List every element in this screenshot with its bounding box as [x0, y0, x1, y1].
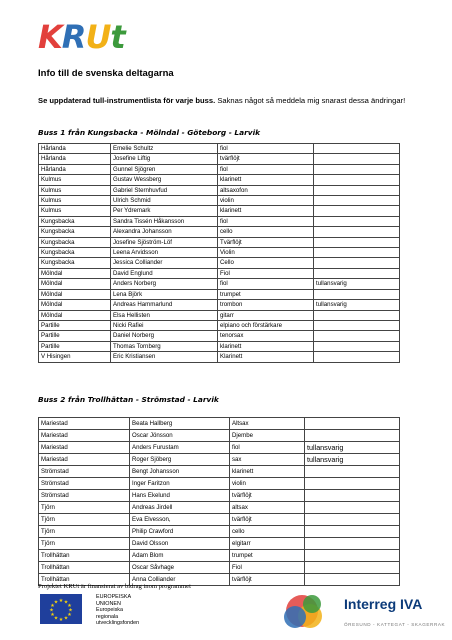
cell-name: Andreas Hammarlund: [111, 300, 218, 310]
cell-name: David Olsson: [130, 538, 230, 550]
cell-instrument: Fiol: [230, 562, 305, 574]
table-row: [39, 418, 400, 430]
cell-note: [314, 268, 400, 278]
cell-instrument: trumpet: [230, 550, 305, 562]
cell-note: [305, 514, 400, 526]
table-row: [39, 300, 400, 310]
cell-name: Eric Kristiansen: [111, 352, 218, 362]
cell-location: Tjörn: [39, 538, 130, 550]
svg-text:★: ★: [53, 599, 59, 606]
cell-location: Tjörn: [39, 502, 130, 514]
cell-note: [314, 331, 400, 341]
eu-line: EUROPEISKA: [96, 594, 132, 600]
cell-note: [314, 248, 400, 258]
svg-text:★: ★: [58, 617, 64, 623]
cell-name: Emelie Schultz: [111, 144, 218, 154]
cell-location: Kungsbacka: [39, 248, 111, 258]
bus1-title: Buss 1 från Kungsbacka - Mölndal - Göteborg - Larvik: [38, 128, 261, 137]
cell-location: Trollhättan: [39, 562, 130, 574]
cell-location: Kulmus: [39, 175, 111, 185]
table-row: [39, 175, 400, 185]
cell-note: [305, 574, 400, 586]
cell-note: [314, 237, 400, 247]
cell-note: [314, 320, 400, 330]
cell-instrument: Fiol: [218, 268, 314, 278]
table-row: [39, 279, 400, 289]
eu-line: UNIONEN: [96, 600, 121, 607]
eu-text: [96, 594, 139, 627]
cell-name: Per Ydremark: [111, 206, 218, 216]
cell-location: Hårlanda: [39, 154, 111, 164]
table-row: [39, 154, 400, 164]
cell-name: Josefine Liftig: [111, 154, 218, 164]
cell-instrument: altsax: [230, 502, 305, 514]
cell-location: Strömstad: [39, 478, 130, 490]
cell-name: Nicki Rafiei: [111, 320, 218, 330]
cell-note: [305, 502, 400, 514]
cell-instrument: tvärflöjt: [230, 574, 305, 586]
table-row: [39, 144, 400, 154]
cell-location: Mariestad: [39, 454, 130, 466]
cell-location: Mariestad: [39, 442, 130, 454]
svg-text:★: ★: [50, 603, 55, 609]
table-row: [39, 526, 400, 538]
cell-name: Thomas Tornberg: [111, 341, 218, 351]
cell-name: Anna Colliander: [130, 574, 230, 586]
cell-note: [314, 289, 400, 299]
cell-instrument: tvärflöjt: [230, 490, 305, 502]
table-row: [39, 341, 400, 351]
cell-note: tullansvarig: [305, 442, 400, 454]
cell-note: [305, 430, 400, 442]
svg-text:★: ★: [67, 612, 72, 618]
cell-instrument: klarinett: [218, 206, 314, 216]
cell-name: Bengt Johansson: [130, 466, 230, 478]
interreg-emblem-icon: [262, 586, 342, 636]
eu-line: utvecklingsfonden: [96, 620, 140, 627]
cell-location: Tjörn: [39, 526, 130, 538]
table-row: [39, 268, 400, 278]
cell-note: [314, 216, 400, 226]
cell-name: Oscar Jönsson: [130, 430, 230, 442]
cell-instrument: violin: [230, 478, 305, 490]
cell-instrument: trumpet: [218, 289, 314, 299]
cell-instrument: cello: [230, 526, 305, 538]
svg-text:★: ★: [53, 615, 59, 622]
svg-text:★: ★: [67, 603, 72, 609]
table-row: [39, 206, 400, 216]
cell-note: [305, 526, 400, 538]
cell-location: Mölndal: [39, 279, 111, 289]
cell-instrument: fiol: [230, 442, 305, 454]
cell-location: Strömstad: [39, 490, 130, 502]
cell-note: [314, 196, 400, 206]
cell-note: tullansvarig: [314, 300, 400, 310]
cell-name: Gustav Wessberg: [111, 175, 218, 185]
cell-note: tullansvarig: [314, 279, 400, 289]
cell-location: Mariestad: [39, 418, 130, 430]
cell-location: Mölndal: [39, 310, 111, 320]
cell-name: Jessica Colliander: [111, 258, 218, 268]
cell-location: Trollhättan: [39, 574, 130, 586]
interreg-title: Interreg IVA: [344, 596, 423, 612]
cell-note: [314, 352, 400, 362]
table-row: [39, 164, 400, 174]
logo-letter-k: K: [38, 18, 62, 56]
cell-location: Kulmus: [39, 206, 111, 216]
cell-location: Kulmus: [39, 185, 111, 195]
cell-location: Mölndal: [39, 300, 111, 310]
table-row: [39, 216, 400, 226]
cell-instrument: fiol: [218, 144, 314, 154]
table-row: [39, 538, 400, 550]
cell-note: [305, 418, 400, 430]
svg-text:★: ★: [49, 607, 54, 614]
table-row: [39, 352, 400, 362]
interreg-logo: [262, 586, 446, 636]
cell-note: [314, 227, 400, 237]
cell-name: Oscar Såvhage: [130, 562, 230, 574]
cell-note: [305, 538, 400, 550]
cell-instrument: klarinett: [230, 466, 305, 478]
cell-location: Hårlanda: [39, 164, 111, 174]
cell-name: Roger Sjöberg: [130, 454, 230, 466]
svg-text:★: ★: [58, 598, 64, 604]
cell-note: [314, 258, 400, 268]
cell-note: [314, 206, 400, 216]
cell-name: Elsa Hellisten: [111, 310, 218, 320]
cell-location: Partille: [39, 341, 111, 351]
table-row: [39, 442, 400, 454]
eu-flag-logo: [40, 594, 82, 624]
table-row: [39, 289, 400, 299]
cell-name: Daniel Norberg: [111, 331, 218, 341]
cell-note: [314, 175, 400, 185]
cell-instrument: elgitarr: [230, 538, 305, 550]
eu-line: regionala: [96, 613, 119, 620]
cell-name: Leena Arvidsson: [111, 248, 218, 258]
cell-instrument: violin: [218, 196, 314, 206]
bus2-table: [38, 417, 400, 586]
cell-instrument: elpiano och förstärkare: [218, 320, 314, 330]
cell-location: Kungsbacka: [39, 258, 111, 268]
intro-text: [38, 96, 418, 106]
cell-location: Trollhättan: [39, 550, 130, 562]
cell-instrument: klarinett: [218, 175, 314, 185]
cell-location: Mariestad: [39, 430, 130, 442]
table-row: [39, 466, 400, 478]
cell-note: [305, 562, 400, 574]
bus2-table-body: [39, 418, 400, 586]
table-row: [39, 310, 400, 320]
cell-instrument: sax: [230, 454, 305, 466]
svg-text:★: ★: [63, 599, 69, 606]
cell-instrument: fiol: [218, 279, 314, 289]
table-row: [39, 185, 400, 195]
intro-normal: Saknas något så meddela mig snarast dessa ändringar!: [215, 96, 406, 105]
cell-location: Kungsbacka: [39, 227, 111, 237]
table-row: [39, 248, 400, 258]
cell-instrument: Djembe: [230, 430, 305, 442]
bus2-title: Buss 2 från Trollhättan - Strömstad - Larvik: [38, 395, 219, 404]
cell-instrument: gitarr: [218, 310, 314, 320]
cell-location: Tjörn: [39, 514, 130, 526]
logo-letter-u: U: [85, 18, 111, 56]
cell-location: Partille: [39, 331, 111, 341]
cell-instrument: Altsax: [230, 418, 305, 430]
cell-instrument: tenorsax: [218, 331, 314, 341]
table-row: [39, 227, 400, 237]
svg-text:★: ★: [63, 615, 69, 622]
logo-letter-r: R: [61, 18, 86, 56]
cell-location: Kungsbacka: [39, 216, 111, 226]
svg-text:★: ★: [68, 607, 73, 614]
cell-location: Strömstad: [39, 466, 130, 478]
cell-name: Anders Furustam: [130, 442, 230, 454]
cell-instrument: klarinett: [218, 341, 314, 351]
table-row: [39, 331, 400, 341]
logo-letter-t: t: [110, 18, 125, 56]
krut-logo: [38, 17, 125, 57]
cell-instrument: trombon: [218, 300, 314, 310]
table-row: [39, 454, 400, 466]
table-row: [39, 502, 400, 514]
footer-funding-text: Projektet KRUt är finansierat av bidrag inom programmet: [38, 583, 191, 590]
cell-name: Anders Norberg: [111, 279, 218, 289]
cell-note: [314, 341, 400, 351]
cell-instrument: Tvärflöjt: [218, 237, 314, 247]
cell-name: Josefine Sjöström-Löf: [111, 237, 218, 247]
table-row: [39, 562, 400, 574]
cell-note: [314, 185, 400, 195]
svg-text:★: ★: [50, 612, 55, 618]
cell-instrument: cello: [218, 227, 314, 237]
cell-location: Partille: [39, 320, 111, 330]
cell-instrument: Violin: [218, 248, 314, 258]
table-row: [39, 550, 400, 562]
cell-note: [314, 310, 400, 320]
cell-note: tullansvarig: [305, 454, 400, 466]
cell-instrument: tvärflöjt: [230, 514, 305, 526]
cell-name: Lena Björk: [111, 289, 218, 299]
cell-note: [314, 144, 400, 154]
table-row: [39, 258, 400, 268]
cell-name: Beata Hallberg: [130, 418, 230, 430]
cell-instrument: Cello: [218, 258, 314, 268]
cell-note: [305, 466, 400, 478]
intro-bold: Se uppdaterad tull-instrumentlista för varje buss.: [38, 96, 216, 105]
bus1-table-body: [39, 144, 400, 363]
cell-location: Mölndal: [39, 289, 111, 299]
bus1-table: [38, 143, 400, 363]
table-row: [39, 320, 400, 330]
cell-name: Alexandra Johansson: [111, 227, 218, 237]
cell-name: David Englund: [111, 268, 218, 278]
cell-location: Hårlanda: [39, 144, 111, 154]
table-row: [39, 514, 400, 526]
cell-instrument: fiol: [218, 164, 314, 174]
cell-name: Inger Faritzon: [130, 478, 230, 490]
cell-name: Ulrich Schmid: [111, 196, 218, 206]
cell-location: Kulmus: [39, 196, 111, 206]
table-row: [39, 430, 400, 442]
cell-location: Mölndal: [39, 268, 111, 278]
cell-instrument: altsaxofon: [218, 185, 314, 195]
table-row: [39, 490, 400, 502]
cell-name: Eva Elvesson,: [130, 514, 230, 526]
eu-line: Europeiska: [96, 607, 123, 614]
table-row: [39, 478, 400, 490]
cell-name: Sandra Tissén Håkansson: [111, 216, 218, 226]
cell-note: [305, 478, 400, 490]
cell-name: Gabriel Sternhuvfud: [111, 185, 218, 195]
cell-instrument: Klarinett: [218, 352, 314, 362]
cell-note: [314, 154, 400, 164]
cell-note: [305, 550, 400, 562]
cell-instrument: tvärflöjt: [218, 154, 314, 164]
cell-note: [305, 490, 400, 502]
cell-name: Hans Ekelund: [130, 490, 230, 502]
cell-location: V Hisingen: [39, 352, 111, 362]
cell-name: Philip Crawford: [130, 526, 230, 538]
cell-name: Adam Blom: [130, 550, 230, 562]
interreg-subtitle: ÖRESUND - KATTEGAT - SKAGERRAK: [344, 622, 446, 627]
cell-name: Gunnel Sjögren: [111, 164, 218, 174]
cell-instrument: fiol: [218, 216, 314, 226]
cell-location: Kungsbacka: [39, 237, 111, 247]
cell-name: Andreas Jirdell: [130, 502, 230, 514]
page-heading: Info till de svenska deltagarna: [38, 68, 174, 79]
cell-note: [314, 164, 400, 174]
table-row: [39, 237, 400, 247]
table-row: [39, 196, 400, 206]
